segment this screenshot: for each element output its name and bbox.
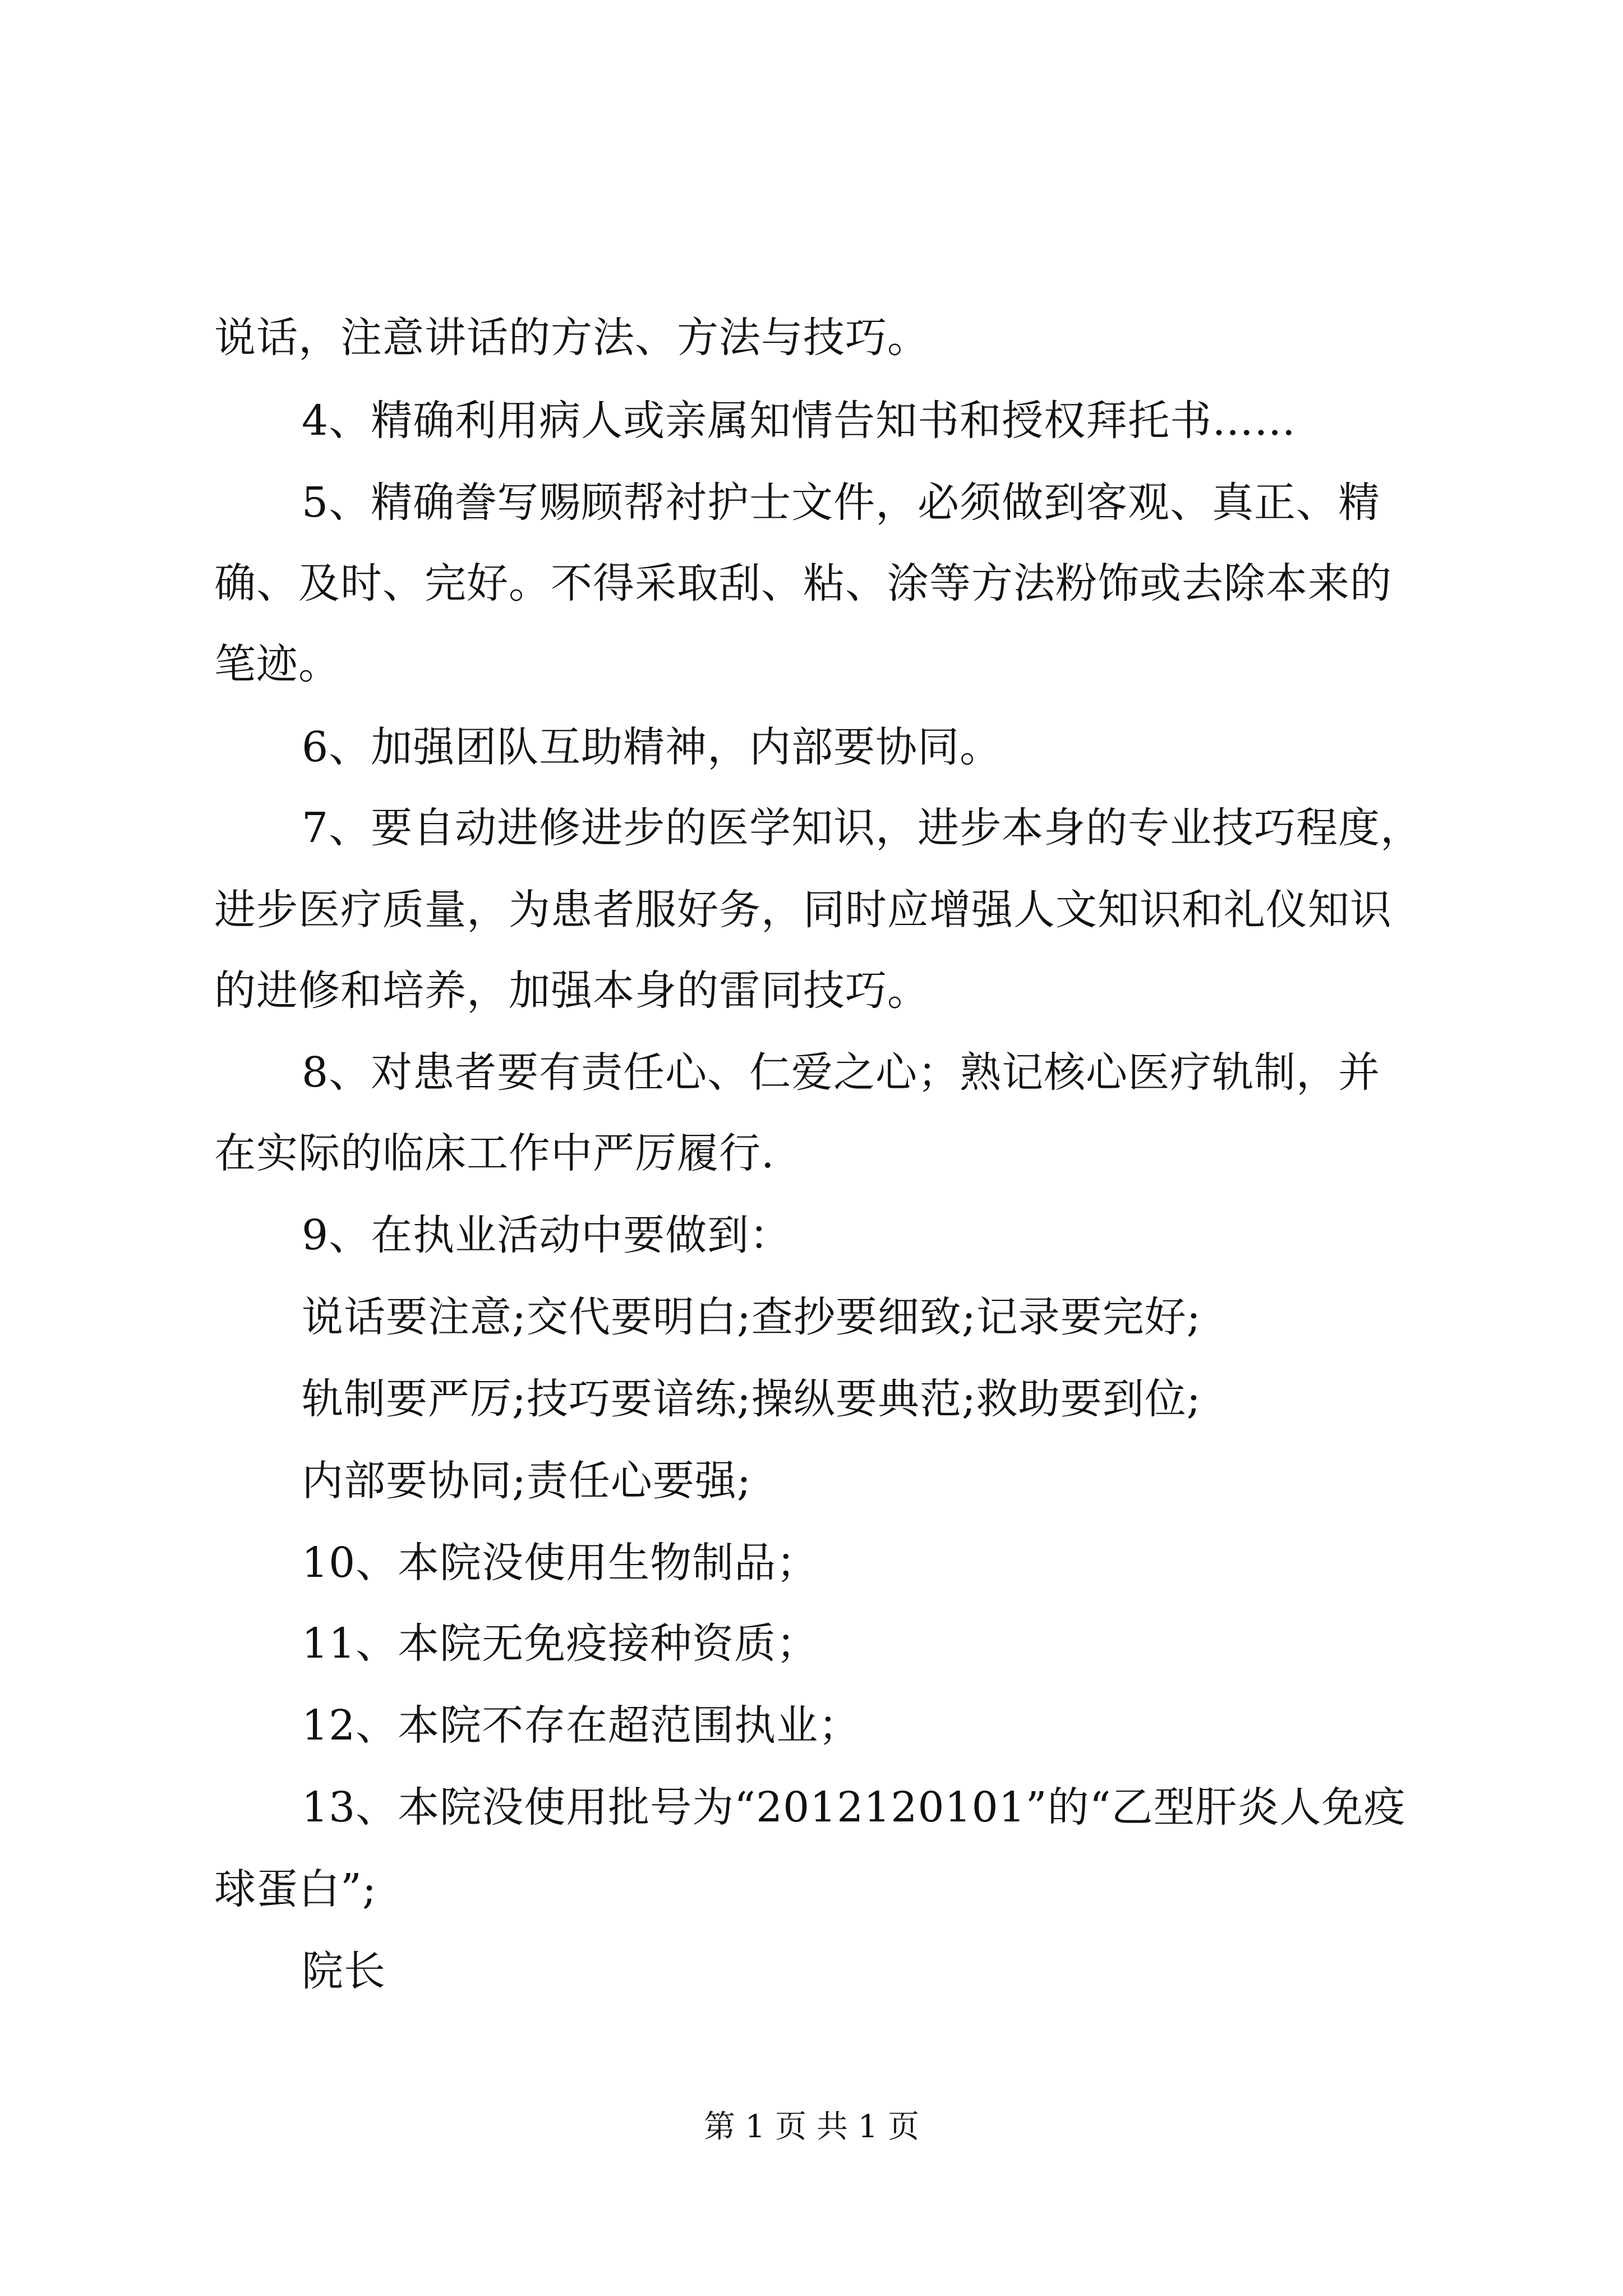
paragraph-line: 6、加强团队互助精神，内部要协同。 <box>302 723 1002 771</box>
paragraph-line: 在实际的临床工作中严厉履行. <box>214 1129 775 1177</box>
paragraph-line: 轨制要严厉;技巧要谙练;操纵要典范;救助要到位; <box>302 1375 1201 1423</box>
paragraph-line: 进步医疗质量，为患者服好务，同时应增强人文知识和礼仪知识 <box>214 886 1392 934</box>
paragraph-line: 7、要自动进修进步的医学知识，进步本身的专业技巧程度， <box>302 804 1423 852</box>
paragraph-line: 12、本院不存在超范围执业； <box>302 1701 861 1750</box>
paragraph-line: 10、本院没使用生物制品； <box>302 1539 819 1587</box>
paragraph-line: 的进修和培养，加强本身的雷同技巧。 <box>214 967 929 1015</box>
paragraph-line: 5、精确誊写赐顾帮衬护士文件，必须做到客观、真正、精 <box>302 478 1381 527</box>
paragraph-line: 说话，注意讲话的方法、方法与技巧。 <box>214 314 929 362</box>
paragraph-line: 13、本院没使用批号为“2012120101”的“乙型肝炎人免疫 <box>302 1783 1406 1832</box>
paragraph-line: 确、及时、完好。不得采取刮、粘、涂等方法粉饰或去除本来的 <box>214 559 1392 608</box>
paragraph-line: 球蛋白”; <box>214 1865 377 1913</box>
paragraph-line: 11、本院无免疫接种资质； <box>302 1619 819 1668</box>
paragraph-line: 内部要协同;责任心要强; <box>302 1457 751 1505</box>
page-number: 第 1 页 共 1 页 <box>703 2109 920 2145</box>
paragraph-line: 说话要注意;交代要明白;查抄要细致;记录要完好; <box>302 1293 1201 1341</box>
signature-line: 院长 <box>302 1947 386 1995</box>
paragraph-line: 9、在执业活动中要做到： <box>302 1211 792 1259</box>
paragraph-line: 4、精确利用病人或亲属知情告知书和授权拜托书…… <box>302 397 1297 445</box>
paragraph-line: 8、对患者要有责任心、仁爱之心；熟记核心医疗轨制，并 <box>302 1048 1381 1097</box>
paragraph-line: 笔迹。 <box>214 640 340 688</box>
